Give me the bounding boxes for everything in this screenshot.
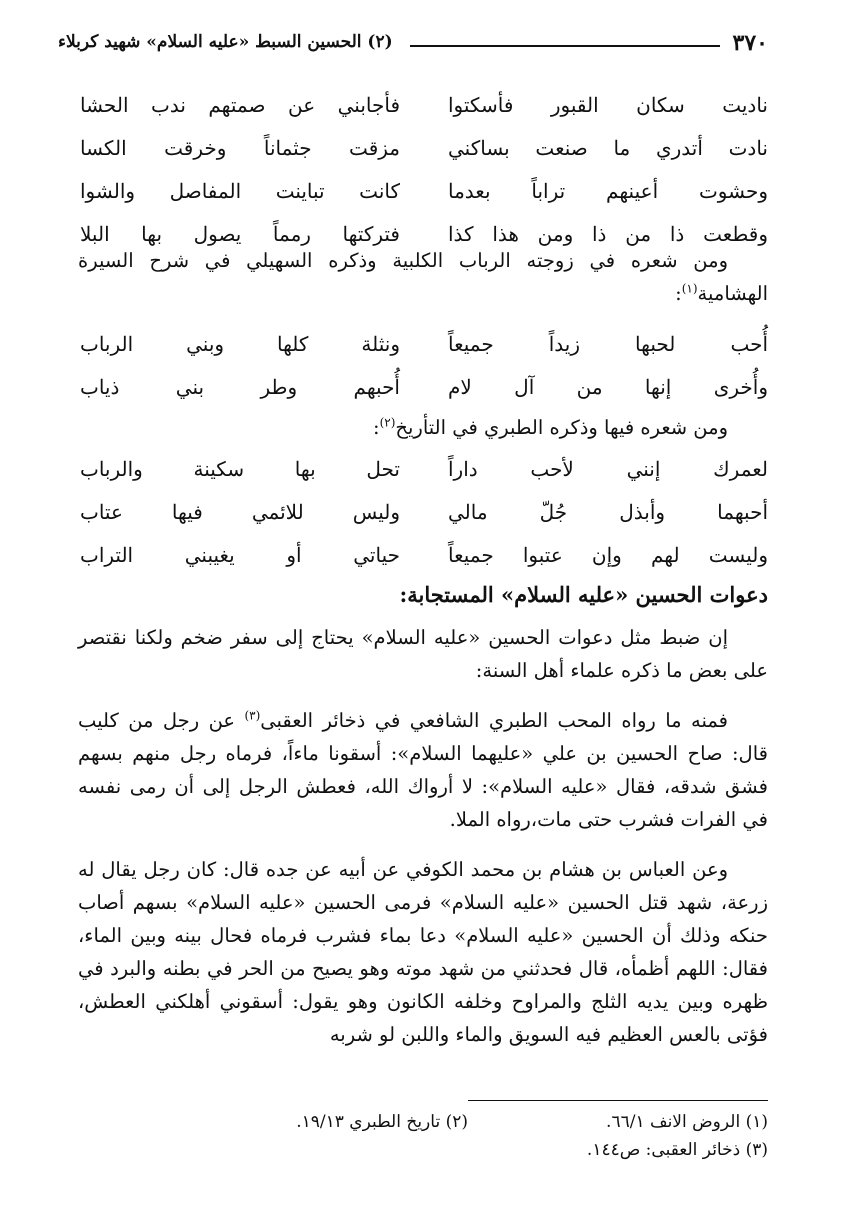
verse-first-hemistich: ناديت سكان القبور فأسكتوا xyxy=(448,92,768,117)
footnote-2: (٢) تاريخ الطبري ١٩/١٣. xyxy=(296,1112,468,1132)
verse-row xyxy=(80,322,768,365)
footnote-row xyxy=(80,1108,768,1136)
poem-block-1 xyxy=(80,83,768,255)
footnote-row xyxy=(80,1136,768,1164)
verse-second-hemistich: ونثلة كلها وبني الرباب xyxy=(80,331,400,356)
footnote-ref: (١) xyxy=(681,281,698,296)
footnote-3: (٣) ذخائر العقبى: ص١٤٤. xyxy=(586,1140,768,1160)
verse-second-hemistich: فأجابني عن صمتهم ندب الحشا xyxy=(80,92,400,117)
paragraph-text: فمنه ما رواه المحب الطبري الشافعي في ذخائر العقبى xyxy=(260,709,728,732)
footnote-ref: (٢) xyxy=(379,415,396,430)
verse-first-hemistich: وليست لهم وإن عتبوا جميعاً xyxy=(448,542,768,567)
verse-row xyxy=(80,447,768,490)
header-rule xyxy=(410,45,720,47)
footnote-rule xyxy=(468,1100,768,1101)
verse-row xyxy=(80,83,768,126)
verse-row xyxy=(80,169,768,212)
verse-second-hemistich: فتركتها رمماً يصول بها البلا xyxy=(80,221,400,246)
verse-second-hemistich: أُحبهم وطر بني ذياب xyxy=(80,374,400,399)
verse-first-hemistich: أحبهما وأبذل جُلّ مالي xyxy=(448,499,768,524)
paragraph-text: عن رجل من كليب قال: صاح الحسين بن علي «عليهما السلام»: أسقونا ماءاً، فرماه رجل منهم بسهم فشق شدقه، فقال «عليه السلام»: لا أرواك الله، فعطش الرجل إلى أن رمى نفسه في الفرات فشرب حتى مات،رواه الملا. xyxy=(78,709,768,831)
intro-colon: : xyxy=(373,416,380,439)
verse-second-hemistich: تحل بها سكينة والرباب xyxy=(80,456,400,481)
verse-first-hemistich: وأُخرى إنها من آل لام xyxy=(448,374,768,399)
footnote-ref: (٣) xyxy=(244,708,261,723)
verse-row xyxy=(80,365,768,408)
section-heading: دعوات الحسين «عليه السلام» المستجابة: xyxy=(399,582,768,607)
verse-first-hemistich: أُحب لحبها زيداً جميعاً xyxy=(448,331,768,356)
footnotes xyxy=(80,1108,768,1164)
intro-paragraph-3 xyxy=(78,411,768,444)
verse-row xyxy=(80,126,768,169)
verse-row xyxy=(80,533,768,576)
verse-second-hemistich: كانت تباينت المفاصل والشوا xyxy=(80,178,400,203)
poem-block-3 xyxy=(80,447,768,576)
running-title: (٢) الحسين السبط «عليه السلام» شهيد كربلاء xyxy=(58,32,393,52)
verse-first-hemistich: نادت أتدري ما صنعت بساكني xyxy=(448,135,768,160)
intro-paragraph-2 xyxy=(78,244,768,310)
running-header xyxy=(58,30,768,64)
page-number: ٣٧٠ xyxy=(732,30,768,56)
intro-colon: : xyxy=(675,282,682,305)
body-paragraph-1: إن ضبط مثل دعوات الحسين «عليه السلام» يحتاج إلى سفر ضخم ولكنا نقتصر على بعض ما ذكره علماء أهل السنة: xyxy=(78,626,768,682)
verse-second-hemistich: حياتي أو يغيبني التراب xyxy=(80,542,400,567)
body-paragraph-2 xyxy=(78,704,768,836)
intro-text: ومن شعره في زوجته الرباب الكلبية وذكره السهيلي في شرح السيرة الهشامية xyxy=(78,249,768,305)
verse-first-hemistich: لعمرك إنني لأحب داراً xyxy=(448,456,768,481)
verse-second-hemistich: وليس للائمي فيها عتاب xyxy=(80,499,400,524)
verse-first-hemistich: وحشوت أعينهم تراباً بعدما xyxy=(448,178,768,203)
intro-text: ومن شعره فيها وذكره الطبري في التأريخ xyxy=(395,416,728,439)
verse-first-hemistich: وقطعت ذا من ذا ومن هذا كذا xyxy=(448,221,768,246)
verse-second-hemistich: مزقت جثماناً وخرقت الكسا xyxy=(80,135,400,160)
poem-block-2 xyxy=(80,322,768,408)
footnote-1: (١) الروض الانف ٦٦/١. xyxy=(606,1112,768,1132)
verse-row xyxy=(80,490,768,533)
body-paragraph-3: وعن العباس بن هشام بن محمد الكوفي عن أبيه عن جده قال: كان رجل يقال له زرعة، شهد قتل الحسين «عليه السلام» فرمى الحسين «عليه السلام» بسهم أصاب حنكه وذلك أن الحسين «عليه السلام» دعا بماء فشرب فرماه فحال بينه وبين الماء، فقال: اللهم أظمأه، قال فحدثني من شهد موته وهو يصيح من الحر في بطنه والبرد في ظهره وبين يديه الثلج والمراوح وخلفه الكانون وهو يقول: أسقوني أهلكني العطش، فؤتى بالعس العظيم فيه السويق والماء واللبن لو شربه xyxy=(78,858,768,1046)
